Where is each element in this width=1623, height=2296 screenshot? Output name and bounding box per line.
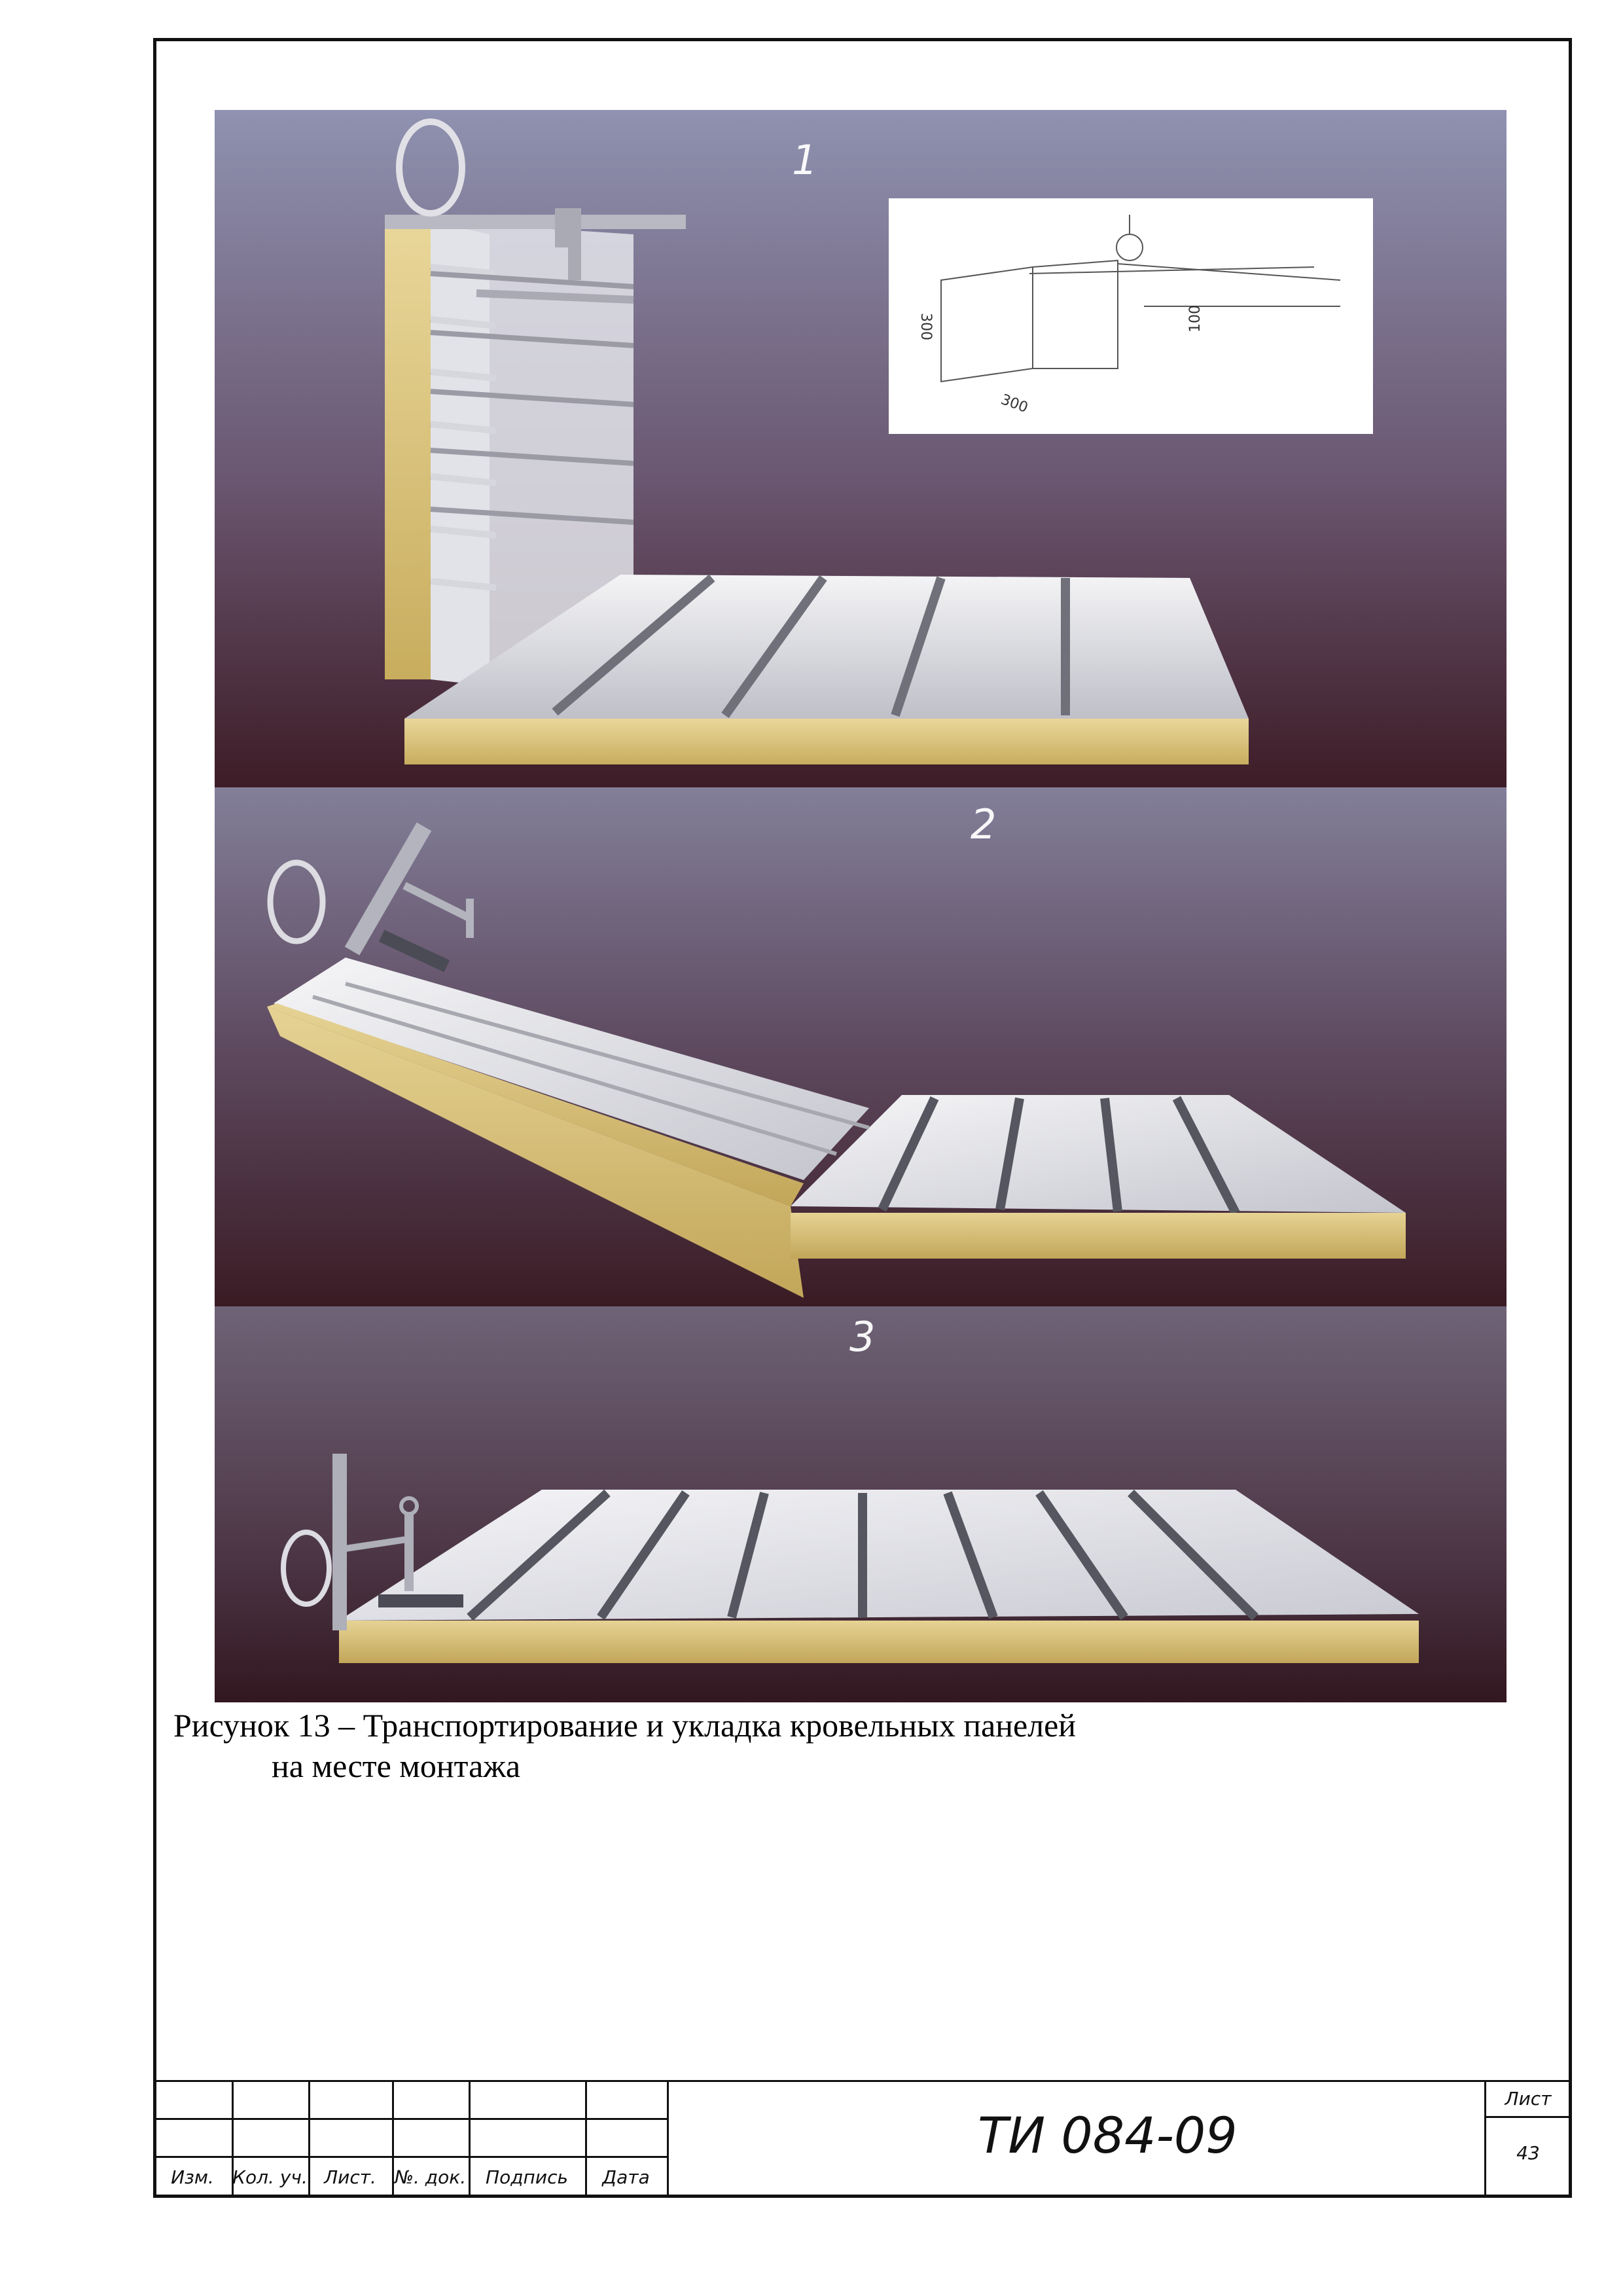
column-label-signature: Подпись bbox=[486, 2166, 568, 2188]
column-label-quantity: Кол. уч. bbox=[232, 2166, 308, 2188]
illustration-step-2 bbox=[215, 787, 1507, 1306]
figure-caption bbox=[173, 1705, 1076, 1786]
title-block-row-line-1 bbox=[153, 2118, 667, 2120]
caption-line-2: на месте монтажа bbox=[272, 1748, 521, 1784]
inset-dimension-width: 300 bbox=[998, 391, 1030, 417]
sheet-number: 43 bbox=[1516, 2142, 1540, 2164]
column-label-sheet: Лист. bbox=[324, 2166, 376, 2188]
title-block-sheet-divider bbox=[1484, 2116, 1572, 2118]
column-label-doc-number: №. док. bbox=[394, 2166, 467, 2188]
title-block-col-line-6 bbox=[667, 2080, 669, 2198]
step-number-3: 3 bbox=[849, 1313, 876, 1361]
step-number-1: 1 bbox=[792, 136, 818, 184]
sheet-label: Лист bbox=[1505, 2088, 1552, 2109]
illustration-step-3 bbox=[215, 1306, 1507, 1702]
inset-dimension-offset: 100 bbox=[1187, 305, 1204, 332]
inset-dimension-height: 300 bbox=[918, 313, 934, 340]
title-block-top-border bbox=[153, 2080, 1572, 2082]
caption-line-1: Рисунок 13 – Транспортирование и укладка кровельных панелей bbox=[173, 1707, 1077, 1744]
column-label-date: Дата bbox=[602, 2166, 650, 2188]
column-label-change: Изм. bbox=[171, 2166, 214, 2188]
step-number-2: 2 bbox=[971, 800, 997, 848]
illustration-step-1 bbox=[215, 110, 1507, 787]
title-block-row-line-2 bbox=[153, 2156, 667, 2158]
title-block bbox=[153, 2080, 1572, 2198]
document-code: ТИ 084-09 bbox=[978, 2106, 1238, 2164]
